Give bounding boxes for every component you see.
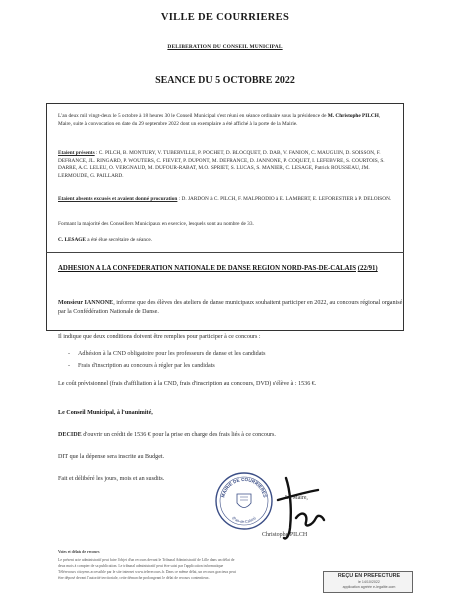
commune-title: VILLE DE COURRIERES xyxy=(160,12,290,23)
mayor-label: Le Maire, xyxy=(285,495,308,501)
absent-paragraph xyxy=(58,196,393,204)
stamp-app: application agréée e-legalite.com xyxy=(342,584,396,589)
majority-text: Formant la majorité des Conseillers Municipaux en exercice, lesquels sont au nombre de 33. xyxy=(58,221,254,227)
mayor-name-inline: M. Christophe PILCH xyxy=(327,113,379,119)
document-type: DELIBERATION DU CONSEIL MUNICIPAL xyxy=(167,44,283,50)
conditions-text: Il indique que deux conditions doivent être remplies pour participer à ce concours : xyxy=(58,334,261,340)
appeal-line: deux mois à compter de sa publication. Le tribunal administratif peut être saisi par l'application informatique xyxy=(58,564,224,568)
seal-bottom-text: (Pas-de-Calais) xyxy=(231,516,257,525)
stamp-title: REÇU EN PREFECTURE xyxy=(337,573,401,579)
attendance-box xyxy=(46,103,404,331)
present-label: Etaient présents xyxy=(58,150,95,156)
speaker-name: Monsieur IANNONE xyxy=(58,300,114,306)
deliberation-heading-text: ADHESION A LA CONFEDERATION NATIONALE DE DANSE REGION NORD-PAS-DE-CALAIS xyxy=(58,265,356,272)
deliberation-ref: (22/91) xyxy=(357,265,378,272)
speaker-paragraph xyxy=(58,299,403,316)
decide-paragraph xyxy=(58,431,403,440)
decide-label: DECIDE xyxy=(58,432,82,438)
section-divider xyxy=(46,252,404,253)
stamp-details xyxy=(324,580,414,589)
appeal-line: Télérecours citoyens accessible par le site internet www.telerecours.fr. Dans ce même délai, un recours gracieux peut xyxy=(58,570,236,574)
secretary-name: C. LESAGE xyxy=(58,237,86,243)
speaker-text: , informe que des élèves des ateliers de danse municipaux souhaitent participer en 2022, au concours régional organisé par la Confédération Nationale de Danse. xyxy=(58,300,403,315)
seal-top-text: MAIRIE DE COURRIERES xyxy=(220,476,268,499)
appeal-line: Le présent acte administratif peut faire l'objet d'un recours devant le Tribunal Administratif de Lille dans un délai de xyxy=(58,558,235,562)
council-text: Le Conseil Municipal, à l'unanimité, xyxy=(58,410,153,416)
opening-text-rest: , Maire, suite à convocation en date du 29 septembre 2022 dont un exemplaire a été affiché à la porte de la Mairie. xyxy=(58,113,381,127)
prefecture-stamp xyxy=(323,571,413,593)
decide-text: d'ouvrir un crédit de 1536 € pour la prise en charge des frais liés à ce concours. xyxy=(83,432,276,438)
closing-text: Fait et délibéré les jours, mois et an susdits. xyxy=(58,476,165,482)
present-list: : C. PILCH, B. MONTURY, V. TUBERVILLE, P. POCHET, D. BLOCQUET, D. DAB, V. FANION, C. MAUGUIN, D. SOISSON, F. DEFRANCE, JL. RINGARD, P. WOUTERS, C. FIEVET, P. DUPONT, M. DEFRANCE, D. JANNONE, P. COQUET, I. LEFEBVRE, S. COURTOIS, S. DARRE, A.C. LELEU, O. VERGNAUD, M. DUFOUR-RABAT, M.O. SPRIET, S. LUCAS, S. MANIER, C. LESAGE, Patrick ROUSSEAU, JM. LERMOUDE, G. PAILLARD. xyxy=(58,150,385,179)
secretary-paragraph xyxy=(58,237,393,245)
mayor-signature-name: Christophe PILCH xyxy=(262,532,308,538)
session-date: SEANCE DU 5 OCTOBRE 2022 xyxy=(155,75,295,86)
svg-text:MAIRIE DE COURRIERES xyxy=(220,477,267,498)
present-paragraph xyxy=(58,150,393,180)
appeal-heading: Voies et délais de recours xyxy=(58,550,100,554)
deliberation-heading xyxy=(58,264,403,274)
absent-label: Etaient absents excusés et avaient donné procuration xyxy=(58,196,178,202)
absent-list: : D. JARDON à C. PILCH, F. MALPRODIO à E. LAMBERT, E. LEFORESTIER à P. DELOISON. xyxy=(178,196,392,202)
condition-item: - Adhésion à la CND obligatoire pour les professeurs de danse et les candidats xyxy=(78,350,398,359)
cost-text: Le coût prévisionnel (frais d'affiliation à la CND, frais d'inscription au concours, DVD) s'élève à : 1536 €. xyxy=(58,381,317,387)
appeal-line: être déposé devant l'autorité territoriale, cette démarche prolongeant le délai de recours contentieux. xyxy=(58,576,210,580)
stamp-date: le 14/10/2022 xyxy=(358,580,380,584)
secretary-text: a été élue secrétaire de séance. xyxy=(87,237,152,243)
opening-paragraph xyxy=(58,113,393,128)
opening-text: L'an deux mil vingt-deux le 5 octobre à 18 heures 30 le Conseil Municipal s'est réuni en séance ordinaire sous la présidence de xyxy=(58,113,327,119)
condition-item: - Frais d'inscription au concours à régler par les candidats xyxy=(78,362,398,371)
budget-text: DIT que la dépense sera inscrite au Budget. xyxy=(58,454,165,460)
municipal-seal-icon xyxy=(213,470,275,532)
